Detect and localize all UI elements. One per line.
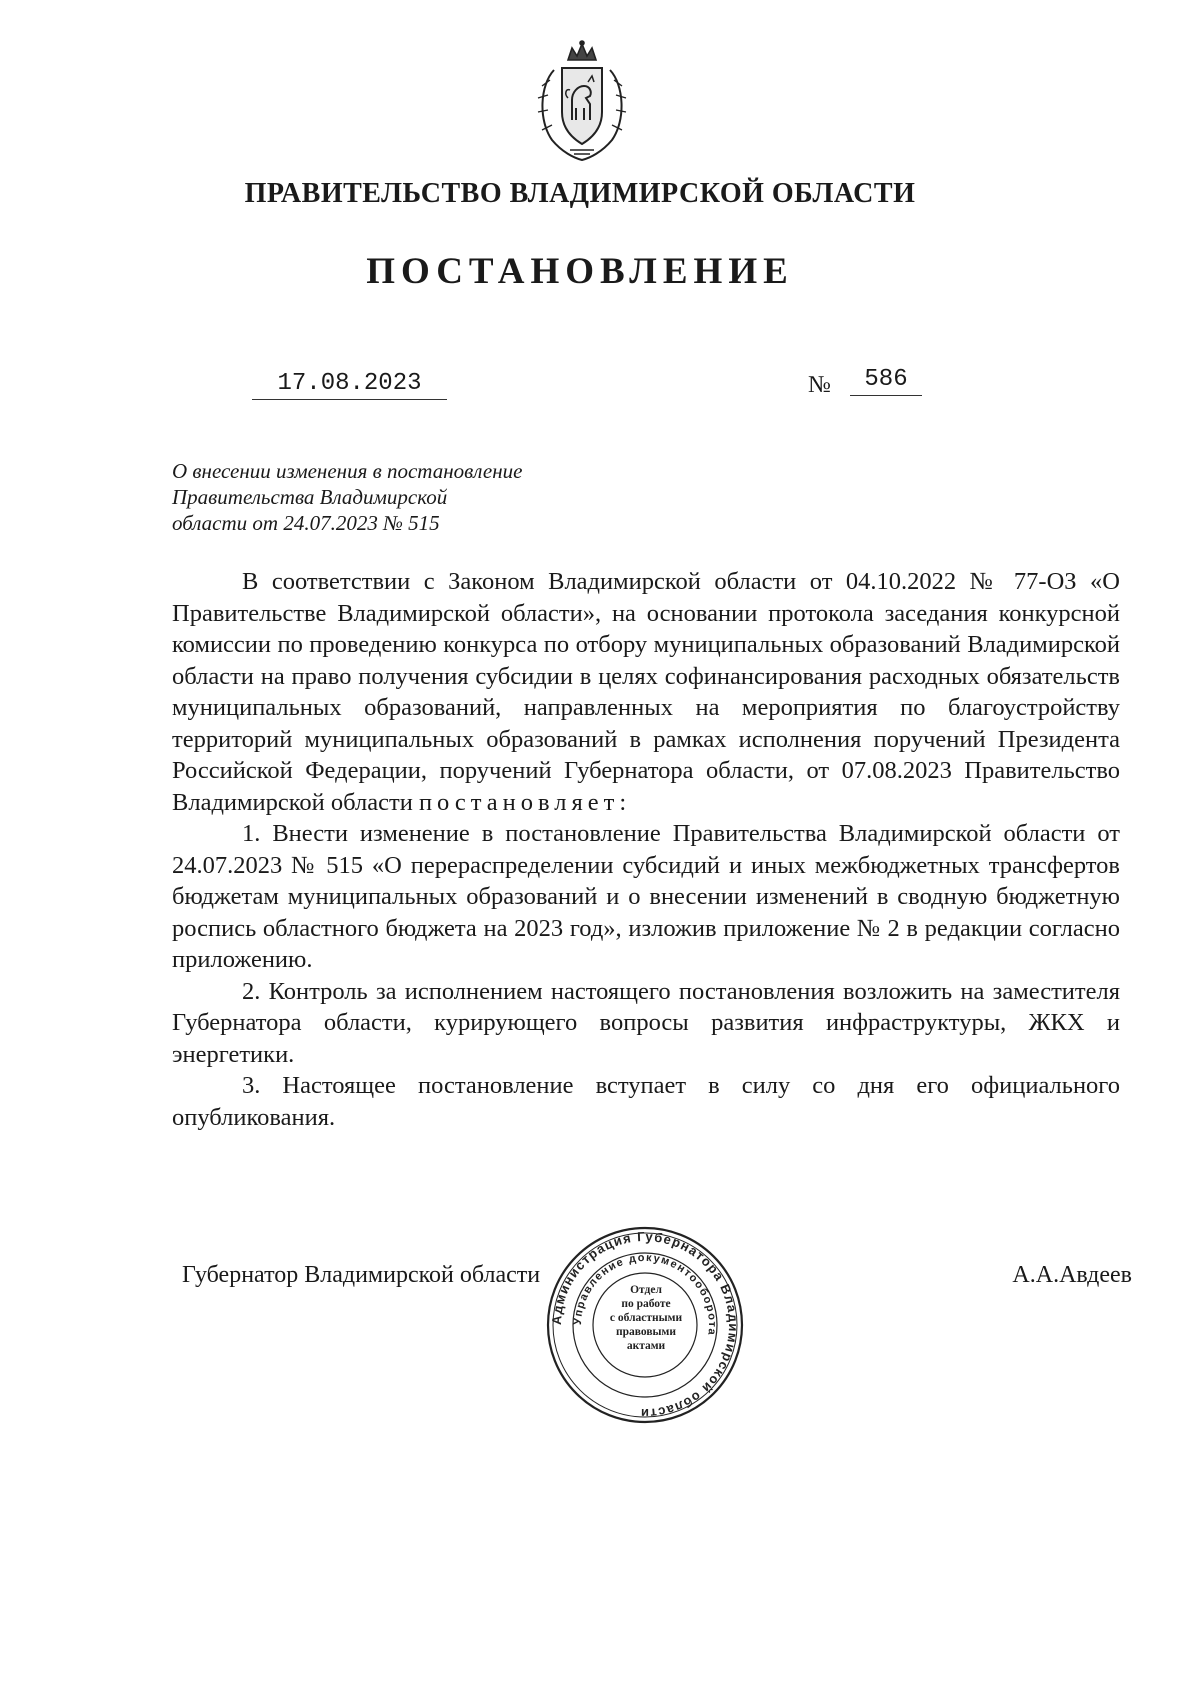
seal-center-line: по работе [621, 1298, 671, 1310]
preamble-paragraph [172, 566, 1120, 818]
preamble-text: В соответствии с Законом Владимирской области от 04.10.2022 № 77-ОЗ «О Правительстве Владимирской области», на основании протокола заседания конкурсной комиссии по проведению конкурса по отбору муниципальных образований Владимирской области на право получения субсидии в целях софинансирования расходных обязательств муниципальных образований, направленных на мероприятия по благоустройству территорий муниципальных образований в рамках исполнения поручений Президента Российской Федерации, поручений Губернатора области, от 07.08.2023 Правительство Владимирской области [172, 568, 1120, 816]
document-body [172, 566, 1120, 1133]
document-number: 586 [850, 366, 922, 396]
item-paragraph: 2. Контроль за исполнением настоящего постановления возложить на заместителя Губернатора области, курирующего вопросы развития инфраструктуры, ЖКХ и энергетики. [172, 977, 1120, 1068]
seal-center-text [604, 1283, 688, 1353]
document-type-title: ПОСТАНОВЛЕНИЕ [366, 251, 794, 292]
coat-of-arms-emblem [532, 40, 632, 162]
seal-middle-text: Управление документооборота [571, 1251, 719, 1337]
government-title: ПРАВИТЕЛЬСТВО ВЛАДИМИРСКОЙ ОБЛАСТИ [244, 178, 916, 209]
seal-center-line: правовыми [615, 1326, 676, 1338]
seal-center-line: Отдел [630, 1284, 662, 1296]
item-paragraph: 3. Настоящее постановление вступает в силу со дня его официального опубликования. [172, 1072, 1120, 1131]
seal-center-line: с областными [609, 1312, 683, 1324]
decree-word: постановляет: [418, 788, 632, 816]
document-subject [172, 458, 632, 536]
seal-outer-text: Администрация Губернатора Владимирской области [548, 1228, 742, 1422]
signatory-name: А.А.Авдеев [1012, 1262, 1132, 1288]
document-date: 17.08.2023 [252, 370, 447, 400]
subject-line: Правительства Владимирской [172, 485, 448, 509]
subject-line: О внесении изменения в постановление [172, 459, 523, 483]
item-paragraph: 1. Внести изменение в постановление Правительства Владимирской области от 24.07.2023 № 515 «О перераспределении субсидий и иных межбюджетных трансфертов бюджетам муниципальных образований и о внесении изменений в сводную бюджетную роспись областного бюджета на 2023 год», изложив приложение № 2 в редакции согласно приложению. [172, 820, 1120, 973]
number-sign: № [808, 372, 831, 398]
seal-center-line: актами [626, 1340, 666, 1352]
subject-line: области от 24.07.2023 № 515 [172, 511, 440, 535]
signatory-position: Губернатор Владимирской области [182, 1262, 541, 1288]
